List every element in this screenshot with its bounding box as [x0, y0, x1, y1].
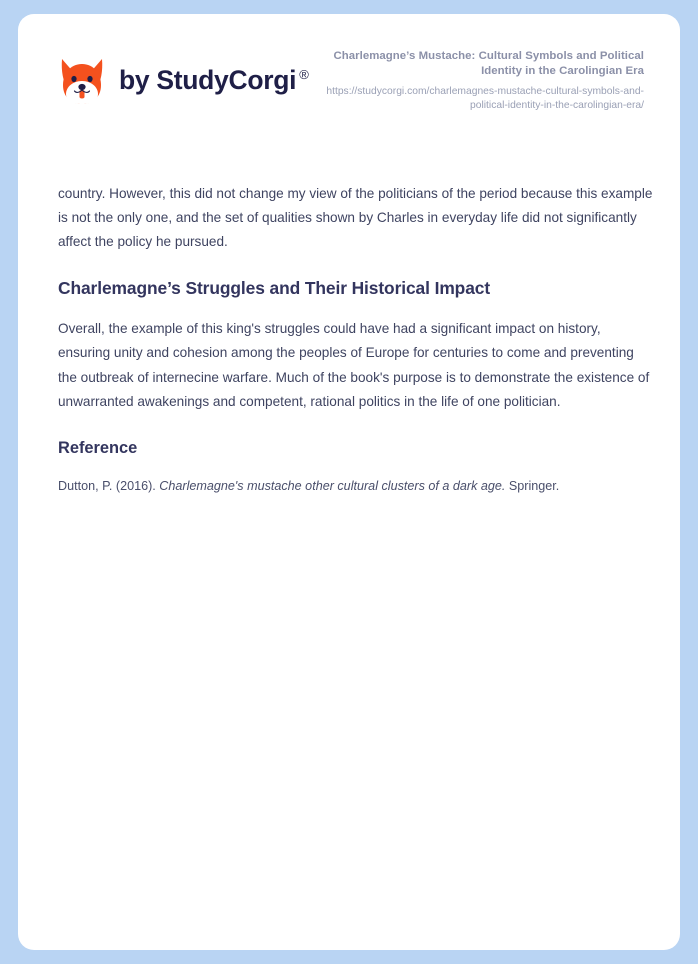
document-title: Charlemagne’s Mustache: Cultural Symbols and Political Identity in the Carolingian Era: [333, 50, 644, 77]
brand-name-text: by StudyCorgi: [119, 64, 297, 95]
corgi-head-icon: [58, 54, 106, 106]
document-paper: [18, 14, 680, 950]
citation-work-title: Charlemagne's mustache other cultural clusters of a dark age.: [159, 479, 506, 494]
section-heading-struggles: Charlemagne’s Struggles and Their Historical Impact: [58, 277, 491, 298]
citation-author-year: Dutton, P. (2016).: [58, 479, 160, 494]
studycorgi-brand[interactable]: [58, 54, 308, 106]
reference-heading: Reference: [58, 438, 138, 457]
document-header: [18, 14, 680, 146]
document-url[interactable]: https://studycorgi.com/charlemagnes-mustache-cultural-symbols-and-political-identity-in-the-carolingian-era/: [326, 86, 644, 112]
section-paragraph-struggles: Overall, the example of this king's struggles could have had a significant impact on history, ensuring unity and cohesion among the peoples of Europe for centuries to come and preventing the outbreak of internecine warfare. Much of the book's purpose is to demonstrate the existence of unwarranted awakenings and competent, rational politics in the life of one politician.: [58, 321, 650, 409]
document-content: [58, 182, 656, 499]
document-meta: [308, 47, 644, 113]
intro-paragraph: country. However, this did not change my view of the politicians of the period because this example is not the only one, and the set of qualities shown by Charles in everyday life did not significantly affect the policy he pursued.: [58, 186, 653, 250]
reference-citation: [58, 475, 638, 499]
citation-publisher: Springer.: [505, 479, 560, 494]
registered-trademark-icon: ®: [299, 66, 309, 82]
brand-wordmark: [119, 64, 309, 95]
